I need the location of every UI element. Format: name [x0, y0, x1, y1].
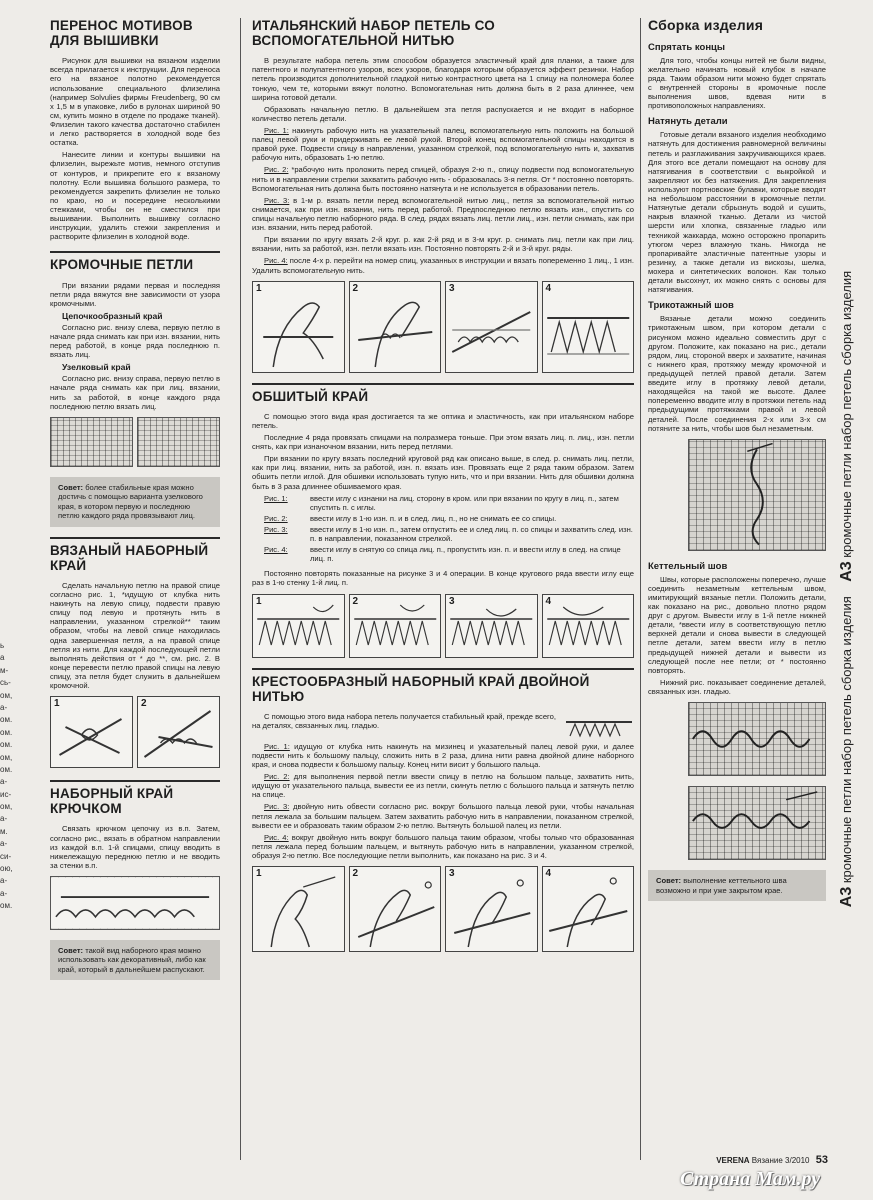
hand-illustration — [350, 867, 441, 951]
step-label: Рис. 2: — [264, 165, 289, 175]
middle-column — [252, 18, 634, 962]
step-text: накинуть рабочую нить на указательный палец, вспомогательную нить положить на большой палец левой руки и придерживать ее левой рукой. Второй конец вспомогательной спицы находится в правой руке. Подвести спицу в направлении, указанном стрелкой, под вспомогательную нить и, захватив рабочую нить, образовать 1-ю петлю. — [252, 125, 634, 163]
figure-number: 1 — [256, 868, 262, 880]
edge-illustration — [564, 712, 634, 742]
italian-cast-on-figures — [252, 281, 634, 373]
figure-panel — [252, 866, 345, 952]
tip-text: такой вид наборного края можно использовать как декоративный, либо как край, который в дальнейшем распускают. — [58, 945, 206, 974]
subheading-knot-edge: Узелковый край — [62, 362, 131, 373]
step-label: Рис. 3: — [264, 195, 290, 205]
edge-stitch-figures — [50, 417, 220, 467]
section-title-embroidery-transfer: ПЕРЕНОС МОТИВОВ ДЛЯ ВЫШИВКИ — [50, 18, 193, 49]
section-title-assembly: Сборка изделия — [648, 17, 764, 33]
subheading-mattress-stitch: Трикотажный шов — [648, 300, 734, 312]
figure-panel — [445, 281, 538, 373]
step-paragraph — [252, 772, 634, 799]
figure-panel — [349, 281, 442, 373]
paragraph: Готовые детали вязаного изделия необходимо натянуть для достижения равномерной величины петель и разглаживания закручивающихся краев. Для этого все детали помещают на основу для натягивания в соответствии с выкройкой и закрепляют их без натяжения. Для закрепления используют портновские булавки, которые вводят на небольшом расстоянии в кромочные петли. Натянутые детали сбрызнуть водой и сушить, накрыв влажной тканью. Детали из чистой шерсти или хлопка, связанные гладью или техникой жаккарда, можно осторожно пропарить утюгом через влажную ткань. Никогда не пропаривайте эластичные патентные узоры и резинку, а также детали из вискозы, шелка, мохера и синтетических волокон. Как только детали высохнут, их можно снять с основы для натягивания. — [648, 130, 826, 295]
step-label: Рис. 2: — [264, 772, 290, 782]
side-tab-code: А3 — [838, 886, 855, 908]
step-text: для выполнения первой петли ввести спицу в петлю на большом пальце, захватить нить, идущую от указательного пальца, вывести ее из петли, скинуть петлю с большого пальца и затянуть петлю на спице. — [252, 772, 634, 800]
step-text: вокруг двойную нить вокруг большого пальца таким образом, чтобы только что образованная петля лежала перед большим пальцем, и вытянуть рабочую нить в направлении, указанном стрелкой, образуя 2-ю петлю. Все последующие петли выполнить, как показано на рис. 3 и 4. — [252, 832, 634, 861]
right-column — [648, 18, 826, 911]
step-label: Рис. 4: — [264, 256, 288, 266]
tip-box — [50, 477, 220, 527]
step-label: Рис. 3: — [264, 802, 290, 812]
step-text: ввести иглу в 1-ю изн. п., затем отпустить ее и след лиц. п. со спицы и захватить след. изн. п. в направлении, показанном стрелкой. — [310, 524, 633, 544]
step-label: Рис. 2: — [264, 513, 288, 523]
paragraph: Образовать начальную петлю. В дальнейшем эта петля распускается и не входит в наборное количество петель детали. — [252, 104, 634, 123]
paragraph: При вязании по кругу вязать 2-й круг. р. как 2-й ряд и в 3-м круг. р. снимать лиц. петли как при лиц. вязании, нить за работой, изн. петли вязать изн. Постоянно повторять 2-й и 3-й круг. ряды. — [252, 235, 634, 254]
step-paragraph — [252, 833, 634, 860]
section-title-sewn-edge: ОБШИТЫЙ КРАЙ — [252, 388, 369, 404]
step-label: Рис. 1: — [264, 741, 290, 751]
figure-panel — [542, 281, 635, 373]
subheading-block-pieces: Натянуть детали — [648, 116, 728, 128]
side-tab-text — [838, 209, 856, 969]
tip-box — [50, 940, 220, 980]
paragraph: Нижний рис. показывает соединение деталей, связанных изн. гладью. — [648, 677, 826, 697]
cross-cast-on-figures — [252, 866, 634, 952]
paragraph: Связать крючком цепочку из в.п. Затем, согласно рис., вязать в обратном направлении из каждой в.п. 1-й спицами, спицу вводить в нижележащую переднюю петлю и не вводить за стенки в.п. — [50, 824, 220, 870]
step-label: Рис. 1: — [264, 493, 288, 503]
seam-illustration — [689, 787, 825, 859]
step-paragraph — [252, 126, 634, 162]
figure-panel — [445, 866, 538, 952]
paragraph: С помощью этого вида края достигается та же оптика и эластичность, как при итальянском наборе петель. — [252, 411, 634, 430]
knitted-cast-on-figures — [50, 696, 220, 766]
paragraph: Сделать начальную петлю на правой спице согласно рис. 1, *идущую от клубка нить накинуть на левую спицу, подвести правую спицу под левую и протянуть нить в направлении, указанном стрелкой** таким образом, чтобы на левой спице находилась одна завершенная петля, а на правой спице петля из нити. Для каждой последующей петли выполнять действия от * до **, см. рис. 2. В конце перевести петлю правой спицы на левую спицу, эта петля будет служить в дальнейшем кромочной. — [50, 580, 220, 691]
subheading-hide-ends: Спрятать концы — [648, 41, 726, 53]
figure-number: 4 — [545, 282, 552, 294]
figure-number: 2 — [141, 698, 147, 710]
knot-edge-swatch — [137, 417, 220, 467]
column-divider — [240, 18, 241, 1160]
side-tab — [832, 200, 862, 960]
step-paragraph — [252, 256, 634, 274]
stitches-illustration — [253, 595, 344, 657]
section-divider — [252, 383, 634, 385]
hand-illustration — [446, 867, 537, 951]
step-text: *рабочую нить проложить перед спицей, образуя 2-ю п., спицу подвести под вспомогательную нить и в направлении стрелки захватить рабочую нить - образовалась 3-я петля. От * постоянно повторять. Вспомогательная нить должна быть постоянно натянута и не используется в образовании петель. — [252, 165, 634, 193]
figure-number: 4 — [545, 868, 552, 880]
section-title-crochet-cast-on: НАБОРНЫЙ КРАЙ КРЮЧКОМ — [50, 786, 174, 817]
figure-number: 3 — [449, 282, 455, 294]
tip-label: Совет: — [656, 876, 682, 886]
subheading-kitchener-stitch: Кеттельный шов — [648, 560, 728, 572]
stitches-illustration — [543, 282, 634, 372]
paragraph: В результате набора петель этим способом образуется эластичный край для планки, а также для патентного и полупатентного узоров, всех узоров, благодаря которым образуется эффект резинки. Набор петель производится дополнительной гладкой нитью контрастного цвета на 1 спицу на полномера более тонкую, чем те, которыми вяжут полотно. Вспомогательная нить должна быть в 2 раза длиннее, чем ширина готовой детали. — [252, 56, 634, 102]
paragraph: Вязаные детали можно соединить трикотажным швом, при котором детали с рисунком можно идеально совместить друг с другом. Положите, как показано на рис., детали рядом, лиц. стороной вверх и захватите, начиная с нижнего края, протяжку между кромочной и предыдущей петлей правой детали. Затем введите иглу в протяжку левой детали, находящейся на такой же высоте. Далее попеременно вводите иглу в протяжки петель над предыдущими протяжками правой и левой деталей. После соединения 2-х или 3-х см потяните за нить, чтобы шов был незаметным. — [648, 314, 826, 433]
subheading-chain-edge: Цепочкообразный край — [62, 310, 163, 321]
step-text: в 1-м р. вязать петли перед вспомогательной нитью лиц., петля за вспомогательной нитью снимается, как при изн. вязании, нить перед работой. Предпоследнюю петлю вязать изн., спустить со спицы начальную петлю наборного ряда. В след. рядах вязать лиц. петли лиц., изн. петли снимать, как при изн. вязании, нить перед работой. — [252, 195, 634, 233]
seam-illustration — [689, 703, 825, 775]
stitches-illustration — [350, 595, 441, 657]
figure-panel — [252, 594, 345, 658]
step-text: идущую от клубка нить накинуть на мизинец и указательный палец левой руки, и далее подвести нить к большому пальцу, сложить нить в 2 раза, длина нити равна двойной длине наборного края, и снова подвести к большому пальцу. Конец нити висит у большого пальца. — [252, 741, 634, 770]
paragraph: Швы, которые расположены поперечно, лучше соединить незаметным кеттельным швом, имитирующий вязаные петли. Положить детали, как показано на рис., довольно плотно рядом друг с другом. Вывести иглу в 1-й петле нижней детали, *ввести иглу в соответствующую петлю верхней детали и снова вывести в следующей петле детали, затем ввести иглу в петлю предыдущей нижней детали и вывести из следующей после нее петли; от * постоянно повторять. — [648, 574, 826, 675]
cast-on-edge-figure — [564, 712, 634, 742]
paragraph: Согласно рис. внизу справа, первую петлю в начале ряда снимать как при лиц. вязании, нить за работой, в конце каждого ряда последнюю петлю вязать лиц. — [50, 374, 220, 411]
hand-illustration — [543, 867, 634, 951]
tip-text: более стабильные края можно достичь с помощью варианта узелкового края, в котором первую и последнюю петлю каждого ряда провязывают лиц. — [58, 482, 203, 521]
figure-panel — [542, 594, 635, 658]
paragraph: Для того, чтобы концы нитей не были видны, желательно начинать новый клубок в начале ряда. Таким образом нити можно будет спрятать с внутренней стороны в кромочные после выполнения швов, вдевая нити в противоположных направлениях. — [648, 55, 826, 111]
needle-illustration — [138, 697, 219, 767]
paragraph: Последние 4 ряда провязать спицами на полразмера тоньше. При этом вязать лиц. п. лиц., изн. петли снять, как при изнаночном вязании, нить перед петлями. — [252, 432, 634, 452]
footer-issue: Вязание 3/2010 — [751, 1156, 810, 1165]
side-tab-label: кромочные петли набор петель сборка изделия — [839, 270, 854, 558]
chain-edge-swatch — [50, 417, 133, 467]
sewn-edge-steps — [252, 494, 634, 566]
needle-illustration — [51, 697, 132, 767]
section-divider — [50, 780, 220, 782]
step-text: ввести иглу с изнанки на лиц. сторону в кром. или при вязании по кругу в лиц. п., затем спустить п. с иглы. — [310, 493, 619, 512]
section-divider — [50, 537, 220, 539]
watermark: Страна Мам.ру — [680, 1168, 821, 1190]
side-tab-code: А3 — [838, 561, 855, 582]
step-text: ввести иглу в 1-ю изн. п. и в след. лиц. п., но не снимать ее со спицы. — [310, 513, 557, 523]
mattress-stitch-figure — [688, 439, 826, 551]
figure-panel — [252, 281, 345, 373]
stitches-illustration — [543, 595, 634, 657]
figure-number: 1 — [256, 595, 262, 607]
step-label: Рис. 4: — [264, 832, 289, 842]
stitches-illustration — [446, 282, 537, 372]
step-paragraph — [252, 802, 634, 829]
figure-number: 2 — [352, 595, 359, 607]
tip-label: Совет: — [58, 482, 84, 492]
cross-cast-on-intro — [252, 712, 634, 742]
step-row — [252, 525, 634, 545]
page-number: 53 — [815, 1154, 828, 1166]
figure-number: 1 — [256, 282, 262, 294]
figure-panel — [137, 696, 220, 768]
section-divider — [252, 668, 634, 670]
crochet-chain-illustration — [51, 877, 219, 929]
section-title-italian-cast-on: ИТАЛЬЯНСКИЙ НАБОР ПЕТЕЛЬ СО ВСПОМОГАТЕЛЬНОЙ НИТЬЮ — [252, 18, 495, 49]
figure-number: 2 — [352, 282, 359, 294]
figure-number: 4 — [545, 595, 552, 607]
section-title-edge-stitches: КРОМОЧНЫЕ ПЕТЛИ — [50, 257, 194, 273]
left-edge-bleed-text: ь а м- сь- ом, а- ом. ом. ом. ом, ом. а- ис- ом, а- м. а- си- ою, а- а- ом. — [0, 641, 13, 911]
step-paragraph — [252, 742, 634, 769]
step-row — [252, 494, 634, 514]
crochet-cast-on-figure — [50, 876, 220, 930]
step-paragraph — [252, 165, 634, 192]
figure-number: 2 — [352, 868, 359, 880]
paragraph: Нанесите линии и контуры вышивки на флизелин, вырежьте мотив, немного отступив от контуров, и прикрепите его к вязаному полотну. Если вышивка большого размера, то рекомендуется закрепить флизелин не только по краю, но и посередине несколькими стежками, чтобы он не сместился при вышивании. Выполнить вышивку согласно инструкции, удалить стежки закрепления и растворите флизелин в холодной воде. — [50, 150, 220, 242]
figure-number: 1 — [54, 698, 60, 710]
step-row — [252, 545, 634, 565]
tip-text: выполнение кеттельного шва возможно и при уже закрытом крае. — [656, 876, 787, 895]
tip-label: Совет: — [58, 945, 84, 955]
figure-panel — [50, 696, 133, 768]
paragraph: Рисунок для вышивки на вязаном изделии всегда прилагается к инструкции. Для переноса его на вязаное полотно рекомендуется использование специального флизелина (например Solvulies фирмы Freudenberg, 90 см х 1,5 м в упаковке, либо в рулонах шириной 90 см, купить можно в отделе по продаже тканей). Флизелин такого качества достаточно стабилен и легко растворяется в холодной воде без остатка. — [50, 56, 220, 148]
paragraph: При вязании по кругу вязать последний круговой ряд как описано выше, в след. р. снимать лиц. петли, как при лиц. вязании, нить за работой, изн. п. вязать изн. Провязать еще 2 ряда таким образом. Затем обшить петли иглой. Для обшивки использовать тупую нить, что и при вязании. Нить для обшивки должна быть в 3 раза длиннее обшиваемого края. — [252, 454, 634, 491]
step-text: двойную нить обвести согласно рис. вокруг большого пальца левой руки, чтобы начальная петля лежала за большим пальцем. Затем захватить рабочую нить в направлении, показанном стрелкой, вывести ее и образовать таким образом 2-ю петлю. Вытянуть большой палец из петли. — [252, 802, 634, 830]
step-text: после 4-х р. перейти на номер спиц, указанных в инструкции и вязать попеременно 1 лиц., 1 изн. Удалить вспомогательную нить. — [252, 256, 634, 275]
page-footer — [648, 1154, 828, 1166]
hand-illustration — [253, 282, 344, 372]
figure-panel — [542, 866, 635, 952]
column-divider — [640, 18, 641, 1160]
figure-panel — [349, 866, 442, 952]
step-label: Рис. 4: — [264, 545, 288, 555]
step-paragraph — [252, 196, 634, 232]
side-tab-label: кромочные петли набор петель сборка изделия — [839, 596, 854, 884]
kitchener-stitch-figure-top — [688, 702, 826, 776]
sewn-edge-figures — [252, 594, 634, 658]
stitches-illustration — [446, 595, 537, 657]
hand-illustration — [350, 282, 441, 372]
figure-panel — [349, 594, 442, 658]
paragraph: При вязании рядами первая и последняя петли ряда вяжутся вне зависимости от узора кромочными. — [50, 280, 220, 308]
paragraph: С помощью этого вида набора петель получается стабильный край, прежде всего, на деталях, связанных лиц. гладью. — [252, 711, 556, 730]
figure-number: 3 — [449, 868, 455, 880]
step-label: Рис. 1: — [264, 125, 289, 135]
hand-illustration — [253, 867, 344, 951]
figure-number: 3 — [449, 595, 455, 607]
tip-box — [648, 870, 826, 901]
kitchener-stitch-figure-bottom — [688, 786, 826, 860]
step-text: ввести иглу в снятую со спица лиц. п., пропустить изн. п. и ввести иглу в след. на спице лиц. п. — [310, 545, 621, 564]
footer-brand: VERENA — [716, 1156, 750, 1165]
paragraph: Постоянно повторять показанные на рисунке 3 и 4 операции. В конце кругового ряда ввести иглу еще раз в 1-ю стенку 1-й лиц. п. — [252, 569, 634, 588]
seam-illustration — [689, 440, 825, 550]
left-column — [50, 18, 220, 990]
step-label: Рис. 3: — [264, 524, 288, 534]
section-title-knitted-cast-on: ВЯЗАНЫЙ НАБОРНЫЙ КРАЙ — [50, 542, 209, 573]
paragraph: Согласно рис. внизу слева, первую петлю в начале ряда снимать как при изн. вязании, нить перед работой, в конце ряда последнюю п. вязать лиц. — [50, 322, 220, 360]
step-row — [252, 514, 634, 525]
section-divider — [50, 251, 220, 253]
figure-panel — [445, 594, 538, 658]
section-title-cross-cast-on: КРЕСТООБРАЗНЫЙ НАБОРНЫЙ КРАЙ ДВОЙНОЙ НИТЬЮ — [252, 673, 590, 704]
